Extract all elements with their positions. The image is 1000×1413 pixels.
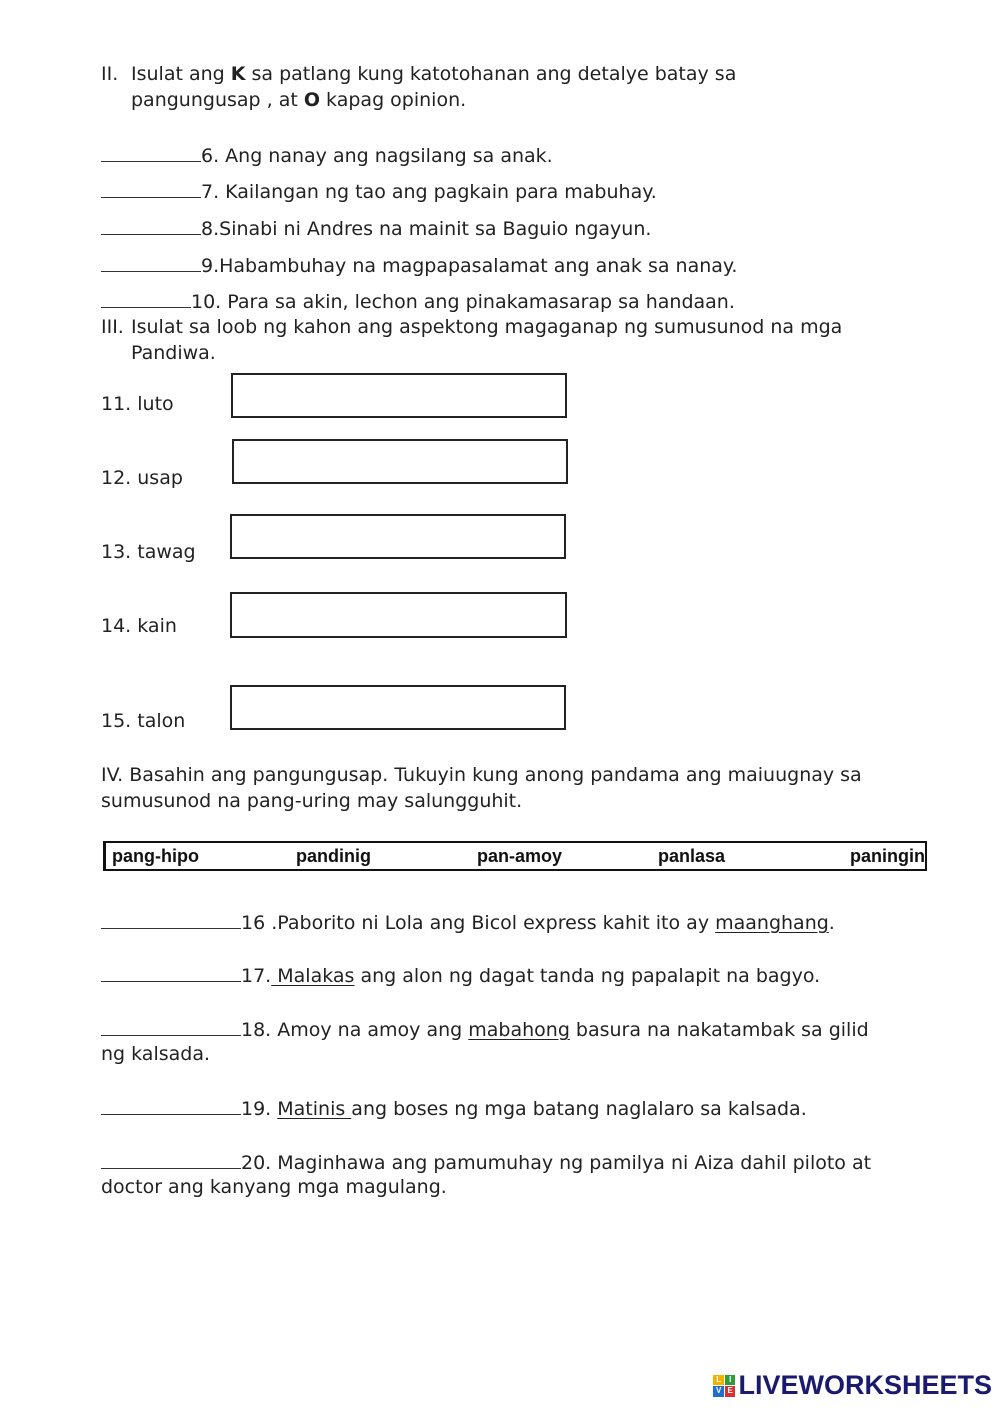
question-text: 16 .Paborito ni Lola ang Bicol express kahit ito ay xyxy=(241,912,716,934)
section-3-instructions-line1: Isulat sa loob ng kahon ang aspektong magaganap ng sumusunod na mga xyxy=(131,316,843,338)
question-text: ang boses ng mga batang naglalaro sa kalsada. xyxy=(351,1098,807,1120)
instr-k: K xyxy=(230,63,246,85)
answer-blank-17[interactable] xyxy=(101,963,241,982)
word-bank-item: pandinig xyxy=(296,846,371,866)
logo-letter: E xyxy=(725,1386,736,1397)
logo-letter: L xyxy=(713,1375,724,1386)
question-text: 19. xyxy=(241,1098,278,1120)
logo-letter: V xyxy=(713,1386,724,1397)
question-text: . xyxy=(828,912,835,934)
question-17 xyxy=(101,963,820,987)
underlined-adjective: maanghang xyxy=(715,912,829,934)
brand-text: LIVEWORKSHEETS xyxy=(738,1370,992,1400)
answer-blank-8[interactable] xyxy=(101,216,201,235)
underlined-adjective: mabahong xyxy=(468,1019,570,1041)
answer-blank-19[interactable] xyxy=(101,1096,241,1115)
section-2-instructions-line1 xyxy=(131,63,736,85)
question-text: basura na nakatambak sa gilid xyxy=(569,1019,869,1041)
liveworksheets-brand xyxy=(713,1370,992,1401)
verb-label-13: 13. tawag xyxy=(101,541,196,563)
answer-box-11[interactable] xyxy=(231,373,567,418)
answer-blank-9[interactable] xyxy=(101,253,201,272)
question-text: ang alon ng dagat tanda ng papalapit na bagyo. xyxy=(354,965,821,987)
answer-blank-20[interactable] xyxy=(101,1150,241,1169)
question-7 xyxy=(101,179,657,203)
word-bank-item: pan-amoy xyxy=(477,846,563,866)
section-4-instructions-line1: IV. Basahin ang pangungusap. Tukuyin kung anong pandama ang maiuugnay sa xyxy=(101,764,862,786)
answer-blank-18[interactable] xyxy=(101,1017,241,1036)
question-20-cont: doctor ang kanyang mga magulang. xyxy=(101,1176,447,1198)
question-18 xyxy=(101,1017,869,1041)
answer-box-15[interactable] xyxy=(230,685,566,730)
question-20 xyxy=(101,1150,871,1174)
logo-letter: I xyxy=(725,1375,736,1386)
instr-o: O xyxy=(303,89,321,111)
answer-blank-16[interactable] xyxy=(101,910,241,929)
section-3-instructions-line2: Pandiwa. xyxy=(131,342,216,364)
instr-text: Isulat ang xyxy=(131,63,231,85)
question-19 xyxy=(101,1096,807,1120)
question-text: 7. Kailangan ng tao ang pagkain para mabuhay. xyxy=(201,181,657,203)
liveworksheets-logo-icon xyxy=(713,1375,735,1397)
word-bank-item: paningin xyxy=(850,846,925,866)
question-text: 20. Maginhawa ang pamumuhay ng pamilya ni Aiza dahil piloto at xyxy=(241,1152,872,1174)
section-2-numeral: II. xyxy=(101,63,119,85)
question-text: 18. Amoy na amoy ang xyxy=(241,1019,469,1041)
question-18-cont: ng kalsada. xyxy=(101,1043,211,1065)
word-bank-item: panlasa xyxy=(658,846,726,866)
section-4-instructions-line2: sumusunod na pang-uring may salungguhit. xyxy=(101,790,523,812)
verb-label-12: 12. usap xyxy=(101,467,183,489)
question-8 xyxy=(101,216,651,240)
answer-box-13[interactable] xyxy=(230,514,566,559)
word-bank xyxy=(103,841,927,871)
instr-text: sa patlang kung katotohanan ang detalye batay sa xyxy=(245,63,737,85)
question-text: 10. Para sa akin, lechon ang pinakamasarap sa handaan. xyxy=(191,291,735,313)
answer-blank-10[interactable] xyxy=(101,289,191,308)
section-2-instructions-line2 xyxy=(131,89,466,111)
question-10 xyxy=(101,289,735,313)
underlined-adjective: Matinis xyxy=(277,1098,352,1120)
verb-label-14: 14. kain xyxy=(101,615,177,637)
answer-blank-7[interactable] xyxy=(101,179,201,198)
question-text: 9.Habambuhay na magpapasalamat ang anak sa nanay. xyxy=(201,255,738,277)
question-text: 6. Ang nanay ang nagsilang sa anak. xyxy=(201,145,553,167)
verb-label-11: 11. luto xyxy=(101,393,174,415)
question-6 xyxy=(101,143,553,167)
verb-label-15: 15. talon xyxy=(101,710,186,732)
instr-text: kapag opinion. xyxy=(320,89,467,111)
question-9 xyxy=(101,253,737,277)
question-text: 8.Sinabi ni Andres na mainit sa Baguio ngayun. xyxy=(201,218,652,240)
underlined-adjective: Malakas xyxy=(271,965,355,987)
instr-text: pangungusap , at xyxy=(131,89,304,111)
answer-box-14[interactable] xyxy=(230,592,567,638)
answer-box-12[interactable] xyxy=(232,439,568,484)
word-bank-item: pang-hipo xyxy=(112,846,199,866)
answer-blank-6[interactable] xyxy=(101,143,201,162)
question-text: 17. xyxy=(241,965,272,987)
section-3-numeral: III. xyxy=(101,316,124,338)
question-16 xyxy=(101,910,835,934)
